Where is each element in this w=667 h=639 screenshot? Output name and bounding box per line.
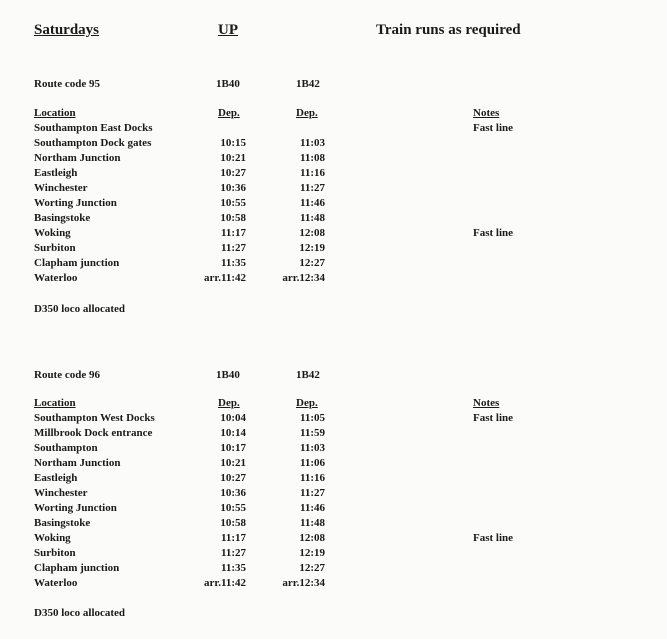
- departure-time-1b42: 11:06: [299, 457, 325, 469]
- location-cell: Winchester: [34, 487, 88, 499]
- departure-time-1b40: 11:35: [220, 257, 246, 269]
- timetable-row: [0, 166, 667, 181]
- departure-time-1b40: 10:27: [220, 167, 246, 179]
- timetable-row: [0, 516, 667, 531]
- day-heading: Saturdays: [34, 22, 100, 38]
- column-header-dep-1: Dep.: [218, 107, 240, 119]
- direction-heading: UP: [218, 22, 238, 38]
- train-code-1: 1B40: [216, 78, 240, 90]
- location-cell: Clapham junction: [34, 562, 120, 574]
- location-cell: Northam Junction: [34, 152, 121, 164]
- departure-time-1b40: 10:36: [220, 182, 246, 194]
- departure-time-1b42: 11:03: [299, 442, 325, 454]
- note-cell: Fast line: [473, 412, 514, 424]
- column-header-location: Location: [34, 107, 76, 119]
- location-cell: Waterloo: [34, 577, 78, 589]
- timetable-row: [0, 211, 667, 226]
- departure-time-1b40: 11:17: [220, 532, 246, 544]
- timetable-row: [0, 531, 667, 546]
- loco-allocation-note: D350 loco allocated: [34, 607, 126, 619]
- timetable-row: [0, 121, 667, 136]
- timetable-row: [0, 136, 667, 151]
- departure-time-1b40: 10:36: [220, 487, 246, 499]
- departure-time-1b42: 11:46: [299, 502, 325, 514]
- departure-time-1b42: 11:08: [299, 152, 325, 164]
- location-cell: Worting Junction: [34, 197, 117, 209]
- route-code: Route code 95: [34, 78, 100, 90]
- departure-time-1b42: 11:27: [299, 487, 325, 499]
- timetable-row: [0, 486, 667, 501]
- column-header-notes: Notes: [473, 397, 500, 409]
- departure-time-1b40: 10:14: [220, 427, 246, 439]
- departure-time-1b42: 11:03: [299, 137, 325, 149]
- location-cell: Waterloo: [34, 272, 78, 284]
- column-header-dep-1: Dep.: [218, 397, 240, 409]
- column-header-dep-2: Dep.: [296, 107, 318, 119]
- location-cell: Eastleigh: [34, 167, 78, 179]
- location-cell: Southampton Dock gates: [34, 137, 152, 149]
- departure-time-1b40: 10:55: [220, 197, 246, 209]
- location-cell: Surbiton: [34, 547, 76, 559]
- timetable-row: [0, 426, 667, 441]
- departure-time-1b40: 11:27: [220, 547, 246, 559]
- timetable-row: [0, 501, 667, 516]
- departure-time-1b42: 12:27: [299, 257, 325, 269]
- departure-time-1b40: 10:58: [220, 517, 246, 529]
- location-cell: Basingstoke: [34, 517, 91, 529]
- timetable-row: [0, 256, 667, 271]
- location-cell: Winchester: [34, 182, 88, 194]
- departure-time-1b40: 11:35: [220, 562, 246, 574]
- departure-time-1b40: 10:15: [220, 137, 246, 149]
- train-code-1: 1B40: [216, 369, 240, 381]
- runs-note-heading: Train runs as required: [376, 22, 521, 38]
- departure-time-1b42: arr.12:34: [282, 577, 325, 589]
- column-header-dep-2: Dep.: [296, 397, 318, 409]
- location-cell: Surbiton: [34, 242, 76, 254]
- departure-time-1b42: 11:27: [299, 182, 325, 194]
- departure-time-1b40: 10:21: [220, 152, 246, 164]
- note-cell: Fast line: [473, 122, 514, 134]
- location-cell: Woking: [34, 532, 71, 544]
- departure-time-1b40: 11:17: [220, 227, 246, 239]
- timetable-row: [0, 456, 667, 471]
- timetable-row: [0, 561, 667, 576]
- train-code-2: 1B42: [296, 369, 320, 381]
- timetable-row: [0, 181, 667, 196]
- timetable-row: [0, 411, 667, 426]
- location-cell: Southampton West Docks: [34, 412, 155, 424]
- departure-time-1b42: 11:16: [299, 167, 325, 179]
- departure-time-1b40: 10:58: [220, 212, 246, 224]
- route-code: Route code 96: [34, 369, 100, 381]
- note-cell: Fast line: [473, 532, 514, 544]
- location-cell: Basingstoke: [34, 212, 91, 224]
- location-cell: Worting Junction: [34, 502, 117, 514]
- train-code-2: 1B42: [296, 78, 320, 90]
- departure-time-1b42: arr.12:34: [282, 272, 325, 284]
- timetable-row: [0, 546, 667, 561]
- departure-time-1b42: 11:46: [299, 197, 325, 209]
- departure-time-1b40: arr.11:42: [203, 272, 246, 284]
- location-cell: Clapham junction: [34, 257, 120, 269]
- departure-time-1b40: arr.11:42: [203, 577, 246, 589]
- timetable-row: [0, 576, 667, 591]
- timetable-row: [0, 471, 667, 486]
- column-header-location: Location: [34, 397, 76, 409]
- location-cell: Woking: [34, 227, 71, 239]
- departure-time-1b42: 11:59: [299, 427, 325, 439]
- departure-time-1b40: 10:27: [220, 472, 246, 484]
- column-header-notes: Notes: [473, 107, 500, 119]
- departure-time-1b42: 12:08: [299, 227, 325, 239]
- departure-time-1b40: 10:55: [220, 502, 246, 514]
- departure-time-1b42: 11:48: [299, 212, 325, 224]
- departure-time-1b40: 11:27: [220, 242, 246, 254]
- timetable-row: [0, 271, 667, 286]
- departure-time-1b42: 11:05: [299, 412, 325, 424]
- departure-time-1b40: 10:17: [220, 442, 246, 454]
- departure-time-1b42: 11:48: [299, 517, 325, 529]
- timetable-row: [0, 151, 667, 166]
- location-cell: Northam Junction: [34, 457, 121, 469]
- departure-time-1b42: 12:27: [299, 562, 325, 574]
- timetable-row: [0, 241, 667, 256]
- note-cell: Fast line: [473, 227, 514, 239]
- location-cell: Southampton East Docks: [34, 122, 153, 134]
- departure-time-1b42: 12:19: [299, 242, 325, 254]
- departure-time-1b42: 11:16: [299, 472, 325, 484]
- departure-time-1b40: 10:21: [220, 457, 246, 469]
- timetable-row: [0, 226, 667, 241]
- location-cell: Millbrook Dock entrance: [34, 427, 153, 439]
- location-cell: Eastleigh: [34, 472, 78, 484]
- timetable-row: [0, 196, 667, 211]
- location-cell: Southampton: [34, 442, 98, 454]
- departure-time-1b42: 12:19: [299, 547, 325, 559]
- departure-time-1b40: 10:04: [220, 412, 246, 424]
- departure-time-1b42: 12:08: [299, 532, 325, 544]
- loco-allocation-note: D350 loco allocated: [34, 303, 126, 315]
- timetable-row: [0, 441, 667, 456]
